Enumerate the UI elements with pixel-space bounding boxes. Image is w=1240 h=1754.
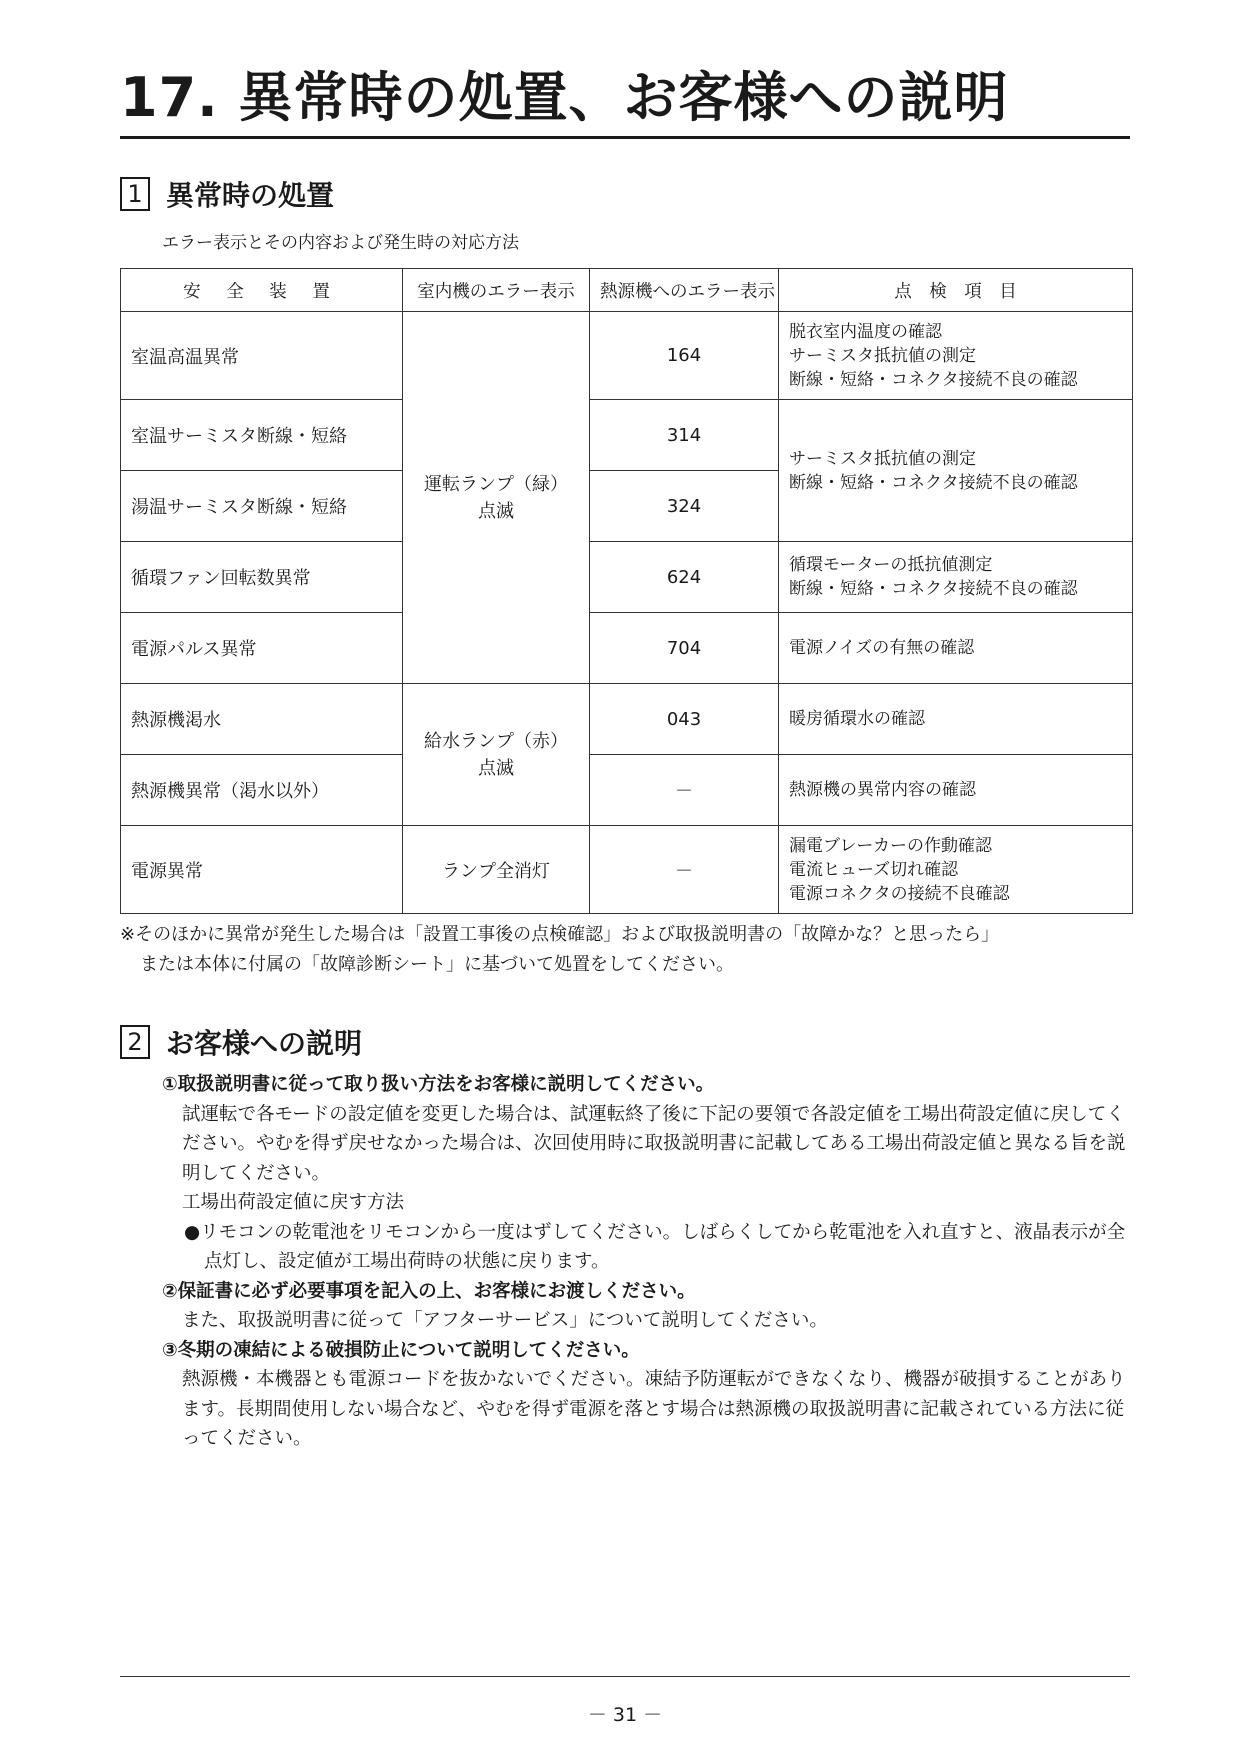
header-device: 安 全 装 置 — [121, 269, 403, 312]
item3-text: 熱源機・本機器とも電源コードを抜かないでください。凍結予防運転ができなくなり、機器が破損することがあります。長期間使用しない場合など、やむを得ず電源を落とす場合は熱源機の取扱説明書に記載されている方法に従ってください。 — [182, 1369, 1126, 1449]
indoor-display-cell — [403, 312, 590, 684]
check-cell — [779, 400, 1133, 542]
device-cell: 熱源機渇水 — [121, 684, 403, 755]
check-line: 断線・短絡・コネクタ接続不良の確認 — [789, 472, 1078, 493]
header-check-items: 点 検 項 目 — [779, 269, 1133, 312]
section1-subtitle: エラー表示とその内容および発生時の対応方法 — [162, 233, 519, 253]
indoor-display-line: 点滅 — [478, 757, 514, 779]
section2-title: お客様への説明 — [166, 1027, 363, 1060]
indoor-display-line: ランプ全消灯 — [442, 860, 550, 882]
footer-divider — [120, 1676, 1130, 1677]
code-cell: 704 — [590, 613, 779, 684]
table-row — [121, 400, 1133, 471]
check-line: サーミスタ抵抗値の測定 — [789, 448, 976, 469]
indoor-display-line: 点滅 — [478, 500, 514, 522]
device-cell: 電源パルス異常 — [121, 613, 403, 684]
code-cell: 164 — [590, 312, 779, 400]
check-cell — [779, 312, 1133, 400]
table-header-row — [121, 269, 1133, 312]
check-line: 電源ノイズの有無の確認 — [789, 638, 975, 658]
table-row — [121, 542, 1133, 613]
page-number: － 31 － — [587, 1704, 663, 1726]
device-cell: 湯温サーミスタ断線・短絡 — [121, 471, 403, 542]
section2-heading — [120, 1024, 362, 1060]
table-row — [121, 312, 1133, 400]
code-cell: 624 — [590, 542, 779, 613]
device-cell: 室温サーミスタ断線・短絡 — [121, 400, 403, 471]
table-row — [121, 613, 1133, 684]
indoor-display-line: 給水ランプ（赤） — [424, 730, 568, 752]
device-cell: 熱源機異常（渇水以外） — [121, 755, 403, 826]
indoor-display-cell — [403, 684, 590, 826]
check-cell — [779, 826, 1133, 914]
check-line: 暖房循環水の確認 — [789, 709, 925, 729]
check-line: サーミスタ抵抗値の測定 — [789, 345, 976, 366]
header-heatsource-display: 熱源機へのエラー表示 — [590, 269, 779, 312]
check-line: 断線・短絡・コネクタ接続不良の確認 — [789, 369, 1078, 390]
code-cell: － — [590, 826, 779, 914]
check-line: 漏電ブレーカーの作動確認 — [789, 835, 992, 856]
code-cell: 043 — [590, 684, 779, 755]
section2-number: 2 — [120, 1025, 150, 1059]
indoor-display-cell — [403, 826, 590, 914]
table-row — [121, 826, 1133, 914]
code-cell: － — [590, 755, 779, 826]
code-cell: 324 — [590, 471, 779, 542]
header-indoor-display: 室内機のエラー表示 — [403, 269, 590, 312]
check-cell — [779, 613, 1133, 684]
device-cell: 循環ファン回転数異常 — [121, 542, 403, 613]
item2-heading: ②保証書に必ず必要事項を記入の上、お客様にお渡しください。 — [162, 1280, 696, 1302]
device-cell: 電源異常 — [121, 826, 403, 914]
device-cell: 室温高温異常 — [121, 312, 403, 400]
item1-heading: ①取扱説明書に従って取り扱い方法をお客様に説明してください。 — [162, 1074, 715, 1095]
check-line: 電源コネクタの接続不良確認 — [789, 883, 1010, 904]
item1-subheading: 工場出荷設定値に戻す方法 — [182, 1192, 405, 1213]
code-cell: 314 — [590, 400, 779, 471]
item1-text: 試運転で各モードの設定値を変更した場合は、試運転終了後に下記の要領で各設定値を工場出荷設定値に戻してください。やむを得ず戻せなかった場合は、次回使用時に取扱説明書に記載してある工場出荷設定値と異なる旨を説明してください。 — [182, 1103, 1126, 1184]
table-row — [121, 755, 1133, 826]
section1-number: 1 — [120, 177, 150, 211]
check-cell — [779, 755, 1133, 826]
indoor-display-line: 運転ランプ（緑） — [424, 473, 568, 495]
check-cell — [779, 684, 1133, 755]
note-line: または本体に付属の「故障診断シート」に基づいて処置をしてください。 — [140, 954, 734, 975]
check-line: 循環モーターの抵抗値測定 — [789, 555, 993, 575]
title-divider — [120, 136, 1130, 139]
section1-title: 異常時の処置 — [166, 179, 335, 212]
note-line: ※そのほかに異常が発生した場合は「設置工事後の点検確認」および取扱説明書の「故障かな？と思ったら」 — [120, 924, 1000, 945]
item2-text: また、取扱説明書に従って「アフターサービス」について説明してください。 — [182, 1310, 828, 1331]
section1-note — [120, 920, 1140, 980]
check-cell — [779, 542, 1133, 613]
check-line: 電流ヒューズ切れ確認 — [789, 859, 959, 880]
item3-heading: ③冬期の凍結による破損防止について説明してください。 — [162, 1339, 640, 1361]
check-line: 断線・短絡・コネクタ接続不良の確認 — [789, 579, 1078, 599]
error-table — [120, 268, 1133, 914]
section1-heading — [120, 176, 334, 212]
check-line: 熱源機の異常内容の確認 — [789, 780, 976, 800]
item1-bullet: ●リモコンの乾電池をリモコンから一度はずしてください。しばらくしてから乾電池を入れ直すと、液晶表示が全点灯し、設定値が工場出荷時の状態に戻ります。 — [184, 1221, 1126, 1272]
page-title: 17. 異常時の処置、お客様への説明 — [120, 66, 1009, 129]
check-line: 脱衣室内温度の確認 — [789, 321, 942, 342]
section2-body — [162, 1070, 1137, 1454]
table-row — [121, 684, 1133, 755]
